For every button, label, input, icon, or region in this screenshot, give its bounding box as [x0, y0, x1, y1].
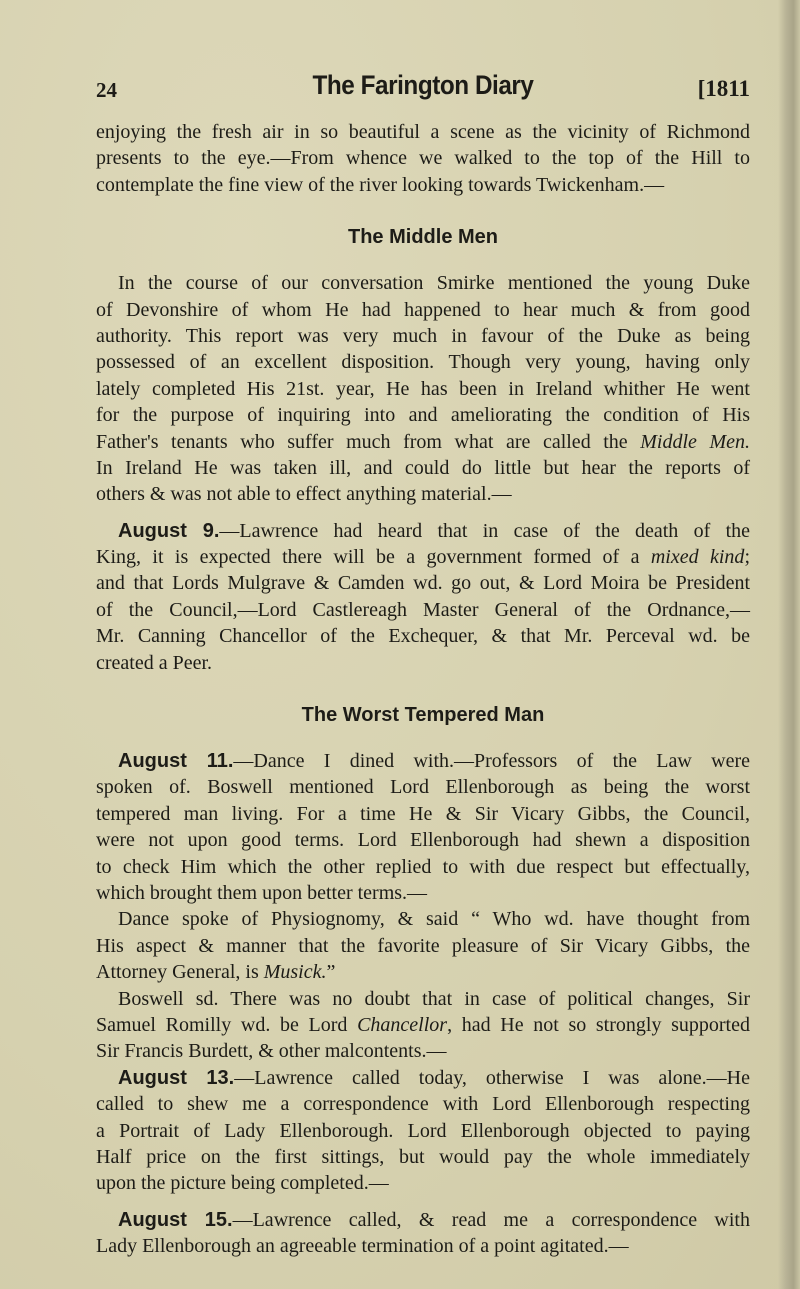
- text-line: [96, 570, 750, 596]
- paragraph: [96, 518, 750, 676]
- entry-date: August 13.: [118, 1066, 235, 1089]
- text-line: [96, 429, 750, 455]
- text-run: Mr. Canning Chancellor of the Exchequer, & that Mr. Perceval wd. be: [96, 625, 750, 648]
- page-body: [96, 119, 750, 1269]
- text-run: enjoying the fresh air in so beautiful a scene as the vicinity of Richmond: [96, 121, 750, 143]
- paragraph: [96, 906, 750, 985]
- text-line: [96, 933, 750, 959]
- text-line: [96, 650, 750, 676]
- text-line: [96, 1065, 750, 1091]
- text-run: Sir Francis Burdett, & other malcontents.—: [96, 1040, 447, 1063]
- text-run: created a Peer.: [96, 651, 213, 674]
- text-run: of Devonshire of whom He had happened to hear much & from good: [96, 298, 750, 321]
- text-run: In Ireland He was taken ill, and could do little but hear the reports of: [96, 456, 750, 479]
- text-run: , had He not so strongly supported: [447, 1013, 750, 1036]
- text-run: —Lawrence called, & read me a correspondence with: [232, 1208, 750, 1231]
- text-run: Half price on the first sittings, but would pay the whole immediately: [96, 1145, 750, 1168]
- year-marker: [1811: [697, 76, 750, 101]
- text-run: upon the picture being completed.—: [96, 1172, 389, 1195]
- text-line: [96, 297, 750, 323]
- text-line: [96, 1170, 750, 1196]
- text-line: [96, 544, 750, 570]
- text-line: [96, 481, 750, 507]
- text-line: [96, 1091, 750, 1117]
- text-run: ”: [326, 961, 336, 984]
- text-line: [96, 518, 750, 544]
- text-line: [96, 1144, 750, 1170]
- text-run: —Dance I dined with.—Professors of the Law were: [233, 750, 750, 773]
- paragraph: [96, 986, 750, 1065]
- text-run: —Lawrence had heard that in case of the death of the: [219, 519, 750, 542]
- text-line: [96, 1207, 750, 1233]
- text-run: were not upon good terms. Lord Ellenborough had shewn a disposition: [96, 829, 750, 852]
- text-run: ;: [744, 546, 750, 569]
- text-run: to check Him which the other replied to with due respect but effectually,: [96, 855, 750, 878]
- paragraph: [96, 1207, 750, 1260]
- text-run: which brought them upon better terms.—: [96, 881, 428, 904]
- section-heading: The Worst Tempered Man: [301, 704, 545, 727]
- text-run: Attorney General, is: [96, 961, 264, 984]
- text-line: [96, 402, 750, 428]
- text-run: lately completed His 21st. year, He has been in Ireland whither He went: [96, 377, 750, 400]
- text-run: and that Lords Mulgrave & Camden wd. go out, & Lord Moira be President: [96, 572, 750, 595]
- text-run: called to shew me a correspondence with Lord Ellenborough respecting: [96, 1093, 750, 1116]
- text-line: [96, 323, 750, 349]
- text-run: —Lawrence called today, otherwise I was alone.—He: [234, 1066, 750, 1089]
- text-run: others & was not able to effect anything material.—: [96, 483, 512, 506]
- text-line: [96, 597, 750, 623]
- page-number: 24: [96, 78, 117, 102]
- text-line: [96, 270, 750, 296]
- italic-text: Musick.: [263, 961, 327, 984]
- entry-date: August 11.: [118, 750, 234, 773]
- page-edge-shadow: [778, 0, 800, 1289]
- text-run: In the course of our conversation Smirke mentioned the young Duke: [118, 272, 750, 295]
- text-line: [96, 986, 750, 1012]
- section-heading: The Middle Men: [348, 226, 498, 249]
- text-run: a Portrait of Lady Ellenborough. Lord Ellenborough objected to paying: [96, 1119, 750, 1142]
- text-line: [96, 172, 750, 198]
- text-run: of the Council,—Lord Castlereagh Master General of the Ordnance,—: [96, 598, 750, 621]
- text-run: Lady Ellenborough an agreeable termination of a point agitated.—: [96, 1235, 629, 1258]
- text-run: spoken of. Boswell mentioned Lord Ellenborough as being the worst: [96, 776, 750, 799]
- text-line: [96, 1118, 750, 1144]
- text-run: Dance spoke of Physiognomy, & said “ Who wd. have thought from: [118, 908, 750, 931]
- italic-text: Middle Men.: [640, 430, 750, 453]
- book-title: The Farington Diary: [312, 70, 534, 100]
- paragraph: [96, 1065, 750, 1197]
- entry-date: August 15.: [118, 1208, 233, 1231]
- text-line: [96, 376, 750, 402]
- paragraph: [96, 119, 750, 198]
- paragraph: [96, 748, 750, 906]
- text-run: Father's tenants who suffer much from what are called the: [96, 430, 641, 453]
- text-run: contemplate the fine view of the river looking towards Twickenham.—: [96, 173, 665, 196]
- text-line: [96, 1038, 750, 1064]
- text-run: Samuel Romilly wd. be Lord: [96, 1013, 358, 1036]
- text-line: [96, 1012, 750, 1038]
- text-line: [96, 959, 750, 985]
- text-line: [96, 349, 750, 375]
- italic-text: Chancellor: [357, 1013, 448, 1036]
- text-line: [96, 1233, 750, 1259]
- paragraph: [96, 270, 750, 508]
- text-run: for the purpose of inquiring into and ameliorating the condition of His: [96, 404, 750, 427]
- text-line: [96, 145, 750, 171]
- text-line: [96, 455, 750, 481]
- text-line: [96, 880, 750, 906]
- text-line: [96, 748, 750, 774]
- text-run: Boswell sd. There was no doubt that in case of political changes, Sir: [118, 987, 750, 1010]
- text-run: King, it is expected there will be a government formed of a: [96, 546, 651, 569]
- text-line: [96, 906, 750, 932]
- text-run: presents to the eye.—From whence we walked to the top of the Hill to: [96, 147, 750, 170]
- text-run: tempered man living. For a time He & Sir Vicary Gibbs, the Council,: [96, 802, 750, 825]
- text-line: [96, 854, 750, 880]
- text-line: [96, 119, 750, 145]
- italic-text: mixed kind: [650, 546, 745, 569]
- text-run: His aspect & manner that the favorite pleasure of Sir Vicary Gibbs, the: [96, 934, 750, 957]
- text-line: [96, 827, 750, 853]
- running-head: [96, 70, 750, 106]
- entry-date: August 9.: [118, 519, 220, 542]
- text-run: authority. This report was very much in favour of the Duke as being: [96, 324, 750, 347]
- text-line: [96, 623, 750, 649]
- text-run: possessed of an excellent disposition. Though very young, having only: [96, 351, 750, 374]
- text-line: [96, 774, 750, 800]
- text-line: [96, 801, 750, 827]
